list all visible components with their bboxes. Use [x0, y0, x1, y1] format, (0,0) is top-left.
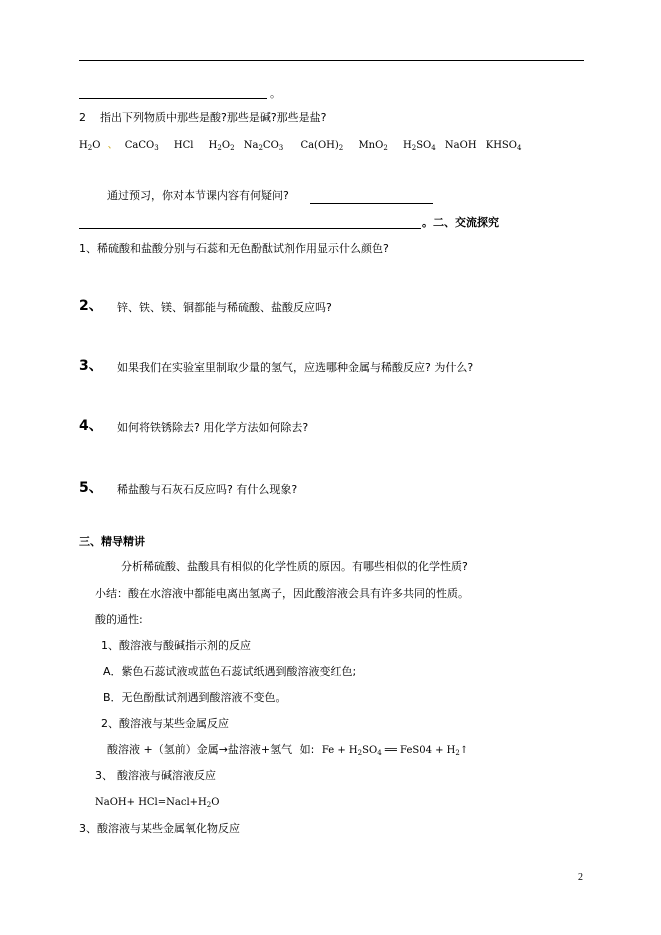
- discussion-q3-num: 3、: [79, 358, 103, 374]
- formula-caco3: CaCO$_3$: [124, 140, 159, 152]
- formula-khso4: $KHSO_4$: [485, 140, 522, 152]
- prop2-equation-formula: $Fe + H_2SO_4$ ══ $FeS04 + H_2↑$: [321, 745, 469, 757]
- section2-heading: 。二、交流探究: [422, 216, 499, 229]
- formula-na2co3: $Na_2CO_3$: [243, 140, 284, 152]
- line1-period: 。: [270, 87, 281, 100]
- prop1a: A．紫色石蕊试液或蓝色石蕊试纸遇到酸溶液变红色;: [103, 665, 357, 678]
- discussion-q1: [79, 242, 389, 256]
- q2-text: 指出下列物质中那些是酸?那些是碱?那些是盐?: [100, 111, 327, 124]
- prop2-equation: [107, 743, 468, 758]
- prop1b: B．无色酚酞试剂遇到酸溶液不变色。: [103, 691, 287, 704]
- preview-answer-line: [310, 203, 433, 204]
- discussion-q2-text: 锌、铁、镁、铜都能与稀硫酸、盐酸反应吗?: [117, 301, 332, 314]
- formula-list: [79, 139, 521, 153]
- section3-heading: 三、精导精讲: [79, 535, 145, 548]
- formula-separator: 、: [107, 140, 118, 151]
- formula-caoh2: $Ca(OH)_2$: [300, 140, 344, 152]
- formula-hcl: HCl: [173, 140, 194, 151]
- header-rule: [79, 60, 584, 61]
- analysis-text: 分析稀硫酸、盐酸具有相似的化学性质的原因。有哪些相似的化学性质?: [121, 560, 468, 573]
- formula-h2so4: $H_2SO_4$: [402, 140, 436, 152]
- discussion-q2-num: 2、: [79, 298, 103, 314]
- formula-h2o2: $H_2O_2$: [208, 140, 235, 152]
- answer-blank-line: [79, 98, 267, 99]
- prop2: 2、酸溶液与某些金属反应: [101, 717, 229, 730]
- long-answer-line: [79, 228, 421, 229]
- discussion-q1-text: 稀硫酸和盐酸分别与石蕊和无色酚酞试剂作用显示什么颜色?: [97, 242, 389, 255]
- prop3-equation: NaOH+ $HCl=Nacl+H_2O$: [95, 797, 220, 809]
- formula-h2o: $H_2O$: [79, 140, 101, 152]
- prop2-equation-label: 如:: [299, 743, 315, 756]
- discussion-q5-num: 5、: [79, 480, 103, 496]
- discussion-q5-text: 稀盐酸与石灰石反应吗? 有什么现象?: [117, 483, 298, 496]
- prop1: 1、酸溶液与酸碱指示剂的反应: [101, 639, 251, 652]
- page-number: 2: [578, 872, 583, 883]
- prop4: 3、酸溶液与某些金属氧化物反应: [79, 822, 240, 835]
- discussion-q4-text: 如何将铁锈除去? 用化学方法如何除去?: [117, 421, 309, 434]
- formula-naoh: NaOH: [444, 140, 477, 151]
- prop2-equation-text: 酸溶液 +（氢前）金属→盐溶液+氢气: [107, 743, 293, 756]
- prop3-num: 3、: [95, 769, 113, 782]
- discussion-q3-text: 如果我们在实验室里制取少量的氢气，应选哪种金属与稀酸反应? 为什么?: [117, 361, 474, 374]
- discussion-q4-num: 4、: [79, 418, 103, 434]
- formula-mno2: MnO$_2$: [358, 140, 388, 152]
- prop3: 酸溶液与碱溶液反应: [117, 769, 216, 782]
- preview-question: 通过预习，你对本节课内容有何疑问?: [107, 189, 289, 202]
- discussion-q1-num: 1、: [79, 242, 97, 255]
- q2-number: 2: [79, 111, 86, 124]
- summary-text: 小结：酸在水溶液中都能电离出氢离子，因此酸溶液会具有许多共同的性质。: [95, 587, 469, 600]
- general-props-label: 酸的通性:: [95, 613, 143, 626]
